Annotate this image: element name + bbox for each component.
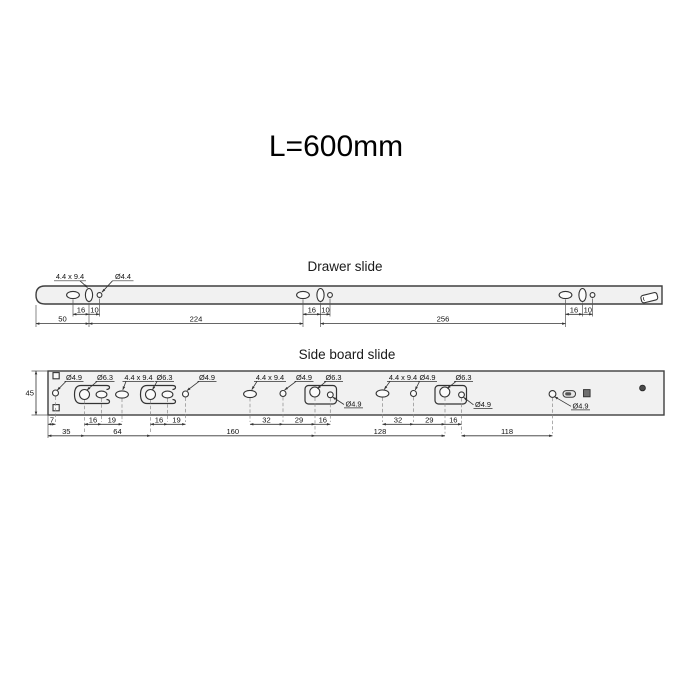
callout-label: 4.4 x 9.4	[124, 373, 153, 382]
dim-label: 16	[449, 415, 458, 425]
callout-label: Ø4.9	[474, 400, 492, 409]
dim-label: 10	[583, 305, 593, 315]
square-stud	[584, 390, 591, 397]
drawer-dims-row1	[73, 305, 593, 314]
dim-label: 35	[62, 426, 71, 436]
dim-label: 29	[294, 415, 304, 425]
dim-label: 32	[393, 415, 403, 425]
callout-label: Ø4.9	[419, 373, 436, 382]
callout-label: Ø4.9	[65, 373, 83, 382]
callout-label: Ø6.3	[325, 373, 342, 382]
callout-label: 4.4 x 9.4	[388, 373, 418, 382]
drawer-dims-row2	[36, 315, 566, 324]
dim-label: 10	[90, 305, 99, 315]
dim-label: 50	[58, 314, 67, 324]
dim-label: 64	[113, 426, 122, 436]
dim-label: 45	[25, 388, 34, 398]
dim-label: 19	[107, 415, 117, 425]
callout-label: Ø4.9	[572, 401, 589, 411]
callout-label: 4.4 x 9.4	[55, 272, 85, 281]
callout-label: Ø4.9	[198, 373, 216, 382]
side-board-slide-view	[26, 347, 664, 438]
side-board-dims-row2	[48, 427, 553, 436]
dim-label: 256	[436, 314, 450, 324]
side-board-dims-row1	[48, 415, 462, 424]
dim-label: 7	[49, 415, 55, 425]
callout-label: Ø6.3	[455, 373, 472, 382]
callout-label: 4.4 x 9.4	[255, 373, 285, 382]
page-title: L=600mm	[268, 130, 404, 163]
drawer-slide-label: Drawer slide	[307, 259, 383, 274]
tab-fitting	[565, 392, 571, 395]
dim-label: 10	[321, 305, 330, 315]
callout-label: Ø6.3	[96, 373, 114, 382]
side-board-height-dim	[26, 371, 48, 415]
callout-label: Ø6.3	[156, 373, 173, 382]
dim-label: 19	[172, 415, 181, 425]
dim-label: 224	[189, 314, 203, 324]
dim-label: 16	[154, 415, 164, 425]
dim-label: 16	[569, 305, 579, 315]
square-hole-top	[53, 373, 59, 379]
dim-label: 160	[226, 426, 240, 436]
dim-label: 16	[318, 415, 328, 425]
dim-label: 16	[88, 415, 98, 425]
dim-label: 128	[373, 426, 387, 436]
callout-label: Ø4.9	[345, 399, 362, 409]
square-hole-bottom	[53, 405, 59, 411]
dim-label: 16	[76, 305, 86, 315]
callout-label: Ø4.4	[114, 272, 132, 281]
rivet-dot	[640, 385, 646, 391]
dim-label: 16	[307, 305, 317, 315]
drawer-slide-view	[36, 259, 662, 327]
dim-label: 32	[262, 415, 271, 425]
side-board-slide-label: Side board slide	[298, 347, 396, 362]
dim-label: 29	[425, 415, 434, 425]
callout-label: Ø4.9	[295, 373, 313, 382]
dim-label: 118	[500, 426, 514, 436]
